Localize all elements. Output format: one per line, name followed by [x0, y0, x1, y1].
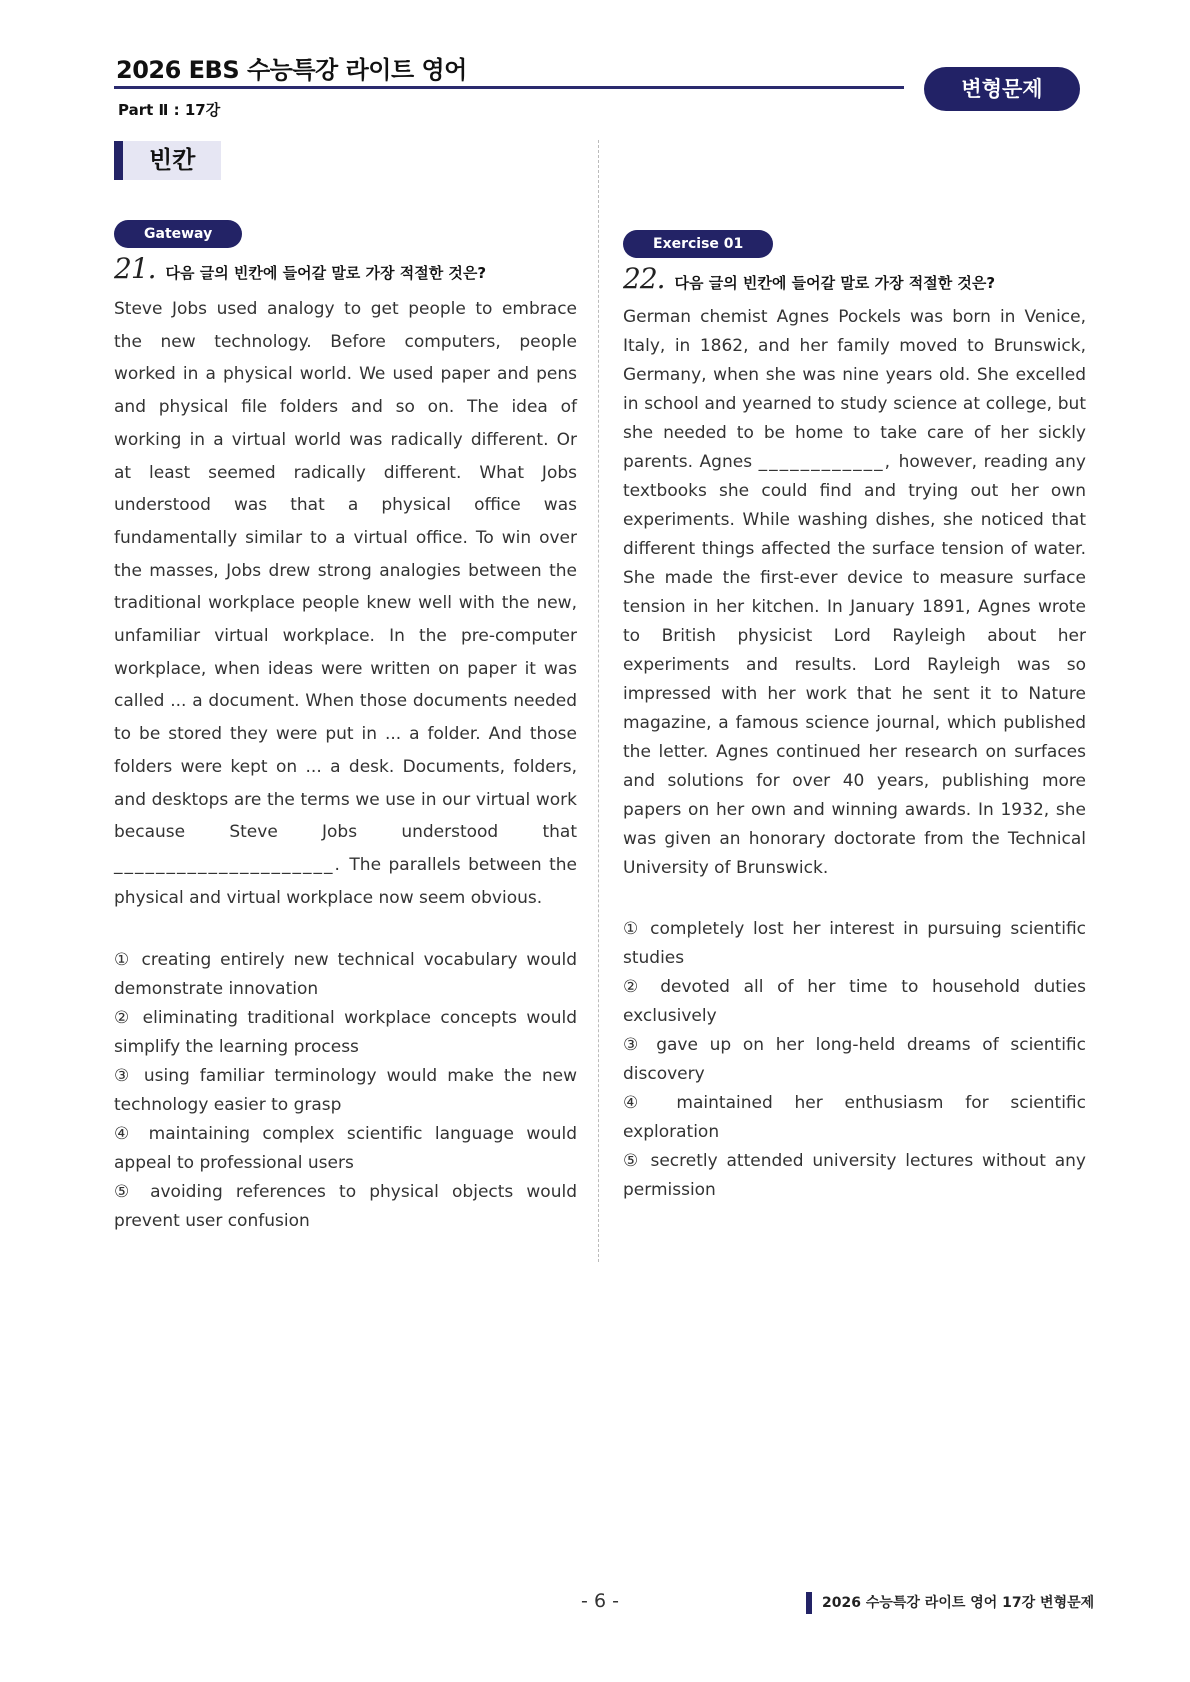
answer-blank: ____________, — [758, 452, 893, 472]
section-heading: 빈칸 — [114, 141, 221, 180]
question-header — [114, 252, 577, 285]
question-number: 21. — [114, 252, 156, 285]
answer-blank: _____________________. — [114, 854, 342, 875]
answer-choice-5[interactable]: ⑤ secretly attended university lectures without any permission — [623, 1151, 1086, 1200]
answer-choices — [114, 946, 577, 1236]
answer-choice-3[interactable]: ③ using familiar terminology would make the new technology easier to grasp — [114, 1066, 577, 1116]
exercise-tag: Exercise 01 — [623, 230, 773, 258]
passage-text-before-blank: German chemist Agnes Pockels was born in Venice, Italy, in 1862, and her family moved to Brunswick, Germany, when she was nine years old. She excelled in school and yearned to study science at college, but she needed to be home to take care of her sickly parents. Agnes — [623, 307, 1086, 472]
page-number: - 6 - — [581, 1590, 619, 1612]
answer-choice-2[interactable]: ② eliminating traditional workplace concepts would simplify the learning process — [114, 1008, 577, 1058]
document-title: 2026 EBS 수능특강 라이트 영어 — [116, 56, 467, 84]
answer-choice-4[interactable]: ④ maintained her enthusiasm for scientific exploration — [623, 1093, 1086, 1142]
answer-choice-1[interactable]: ① creating entirely new technical vocabulary would demonstrate innovation — [114, 950, 577, 1000]
answer-choice-5[interactable]: ⑤ avoiding references to physical objects would prevent user confusion — [114, 1182, 577, 1232]
passage — [623, 303, 1086, 883]
footer-label: 2026 수능특강 라이트 영어 17강 변형문제 — [806, 1592, 1094, 1614]
answer-choice-1[interactable]: ① completely lost her interest in pursuing scientific studies — [623, 919, 1086, 968]
question-number: 22. — [623, 262, 665, 295]
question-header — [623, 262, 1086, 295]
column-divider — [598, 140, 599, 1262]
answer-choice-3[interactable]: ③ gave up on her long-held dreams of scientific discovery — [623, 1035, 1086, 1084]
question-22-block — [623, 230, 1086, 1205]
answer-choices — [623, 915, 1086, 1205]
passage — [114, 293, 577, 914]
problem-type-badge: 변형문제 — [924, 67, 1080, 111]
gateway-tag: Gateway — [114, 220, 242, 248]
answer-choice-2[interactable]: ② devoted all of her time to household duties exclusively — [623, 977, 1086, 1026]
question-prompt: 다음 글의 빈칸에 들어갈 말로 가장 적절한 것은? — [674, 274, 996, 292]
answer-choice-4[interactable]: ④ maintaining complex scientific language would appeal to professional users — [114, 1124, 577, 1174]
passage-text-after-blank: however, reading any textbooks she could find and trying out her own experiments. While washing dishes, she noticed that different things affected the surface tension of water. She made the first-ever device to measure surface tension in her kitchen. In January 1891, Agnes wrote to British physicist Lord Rayleigh about her experiments and results. Lord Rayleigh was so impressed with her work that he sent it to Nature magazine, a famous science journal, which published the letter. Agnes continued her research on surfaces and solutions for over 40 years, publishing more papers on her own and winning awards. In 1932, she was given an honorary doctorate from the Technical University of Brunswick. — [623, 452, 1086, 878]
part-label: Part Ⅱ : 17강 — [118, 101, 221, 119]
passage-text-before-blank: Steve Jobs used analogy to get people to embrace the new technology. Before computers, people worked in a physical world. We used paper and pens and physical file folders and so on. The idea of working in a virtual world was radically different. Or at least seemed radically different. What Jobs understood was that a physical office was fundamentally similar to a virtual office. To win over the masses, Jobs drew strong analogies between the traditional workplace people knew well with the new, unfamiliar virtual workplace. In the pre-computer workplace, when ideas were written on paper it was called ... a document. When those documents needed to be stored they were put in ... a folder. And those folders were kept on ... a desk. Documents, folders, and desktops are the terms we use in our virtual work because Steve Jobs understood that — [114, 299, 577, 843]
question-21-block — [114, 220, 577, 1236]
title-underline — [114, 86, 904, 89]
question-prompt: 다음 글의 빈칸에 들어갈 말로 가장 적절한 것은? — [165, 264, 487, 282]
passage-text-after-blank: The parallels between the physical and virtual workplace now seem obvious. — [114, 854, 578, 908]
